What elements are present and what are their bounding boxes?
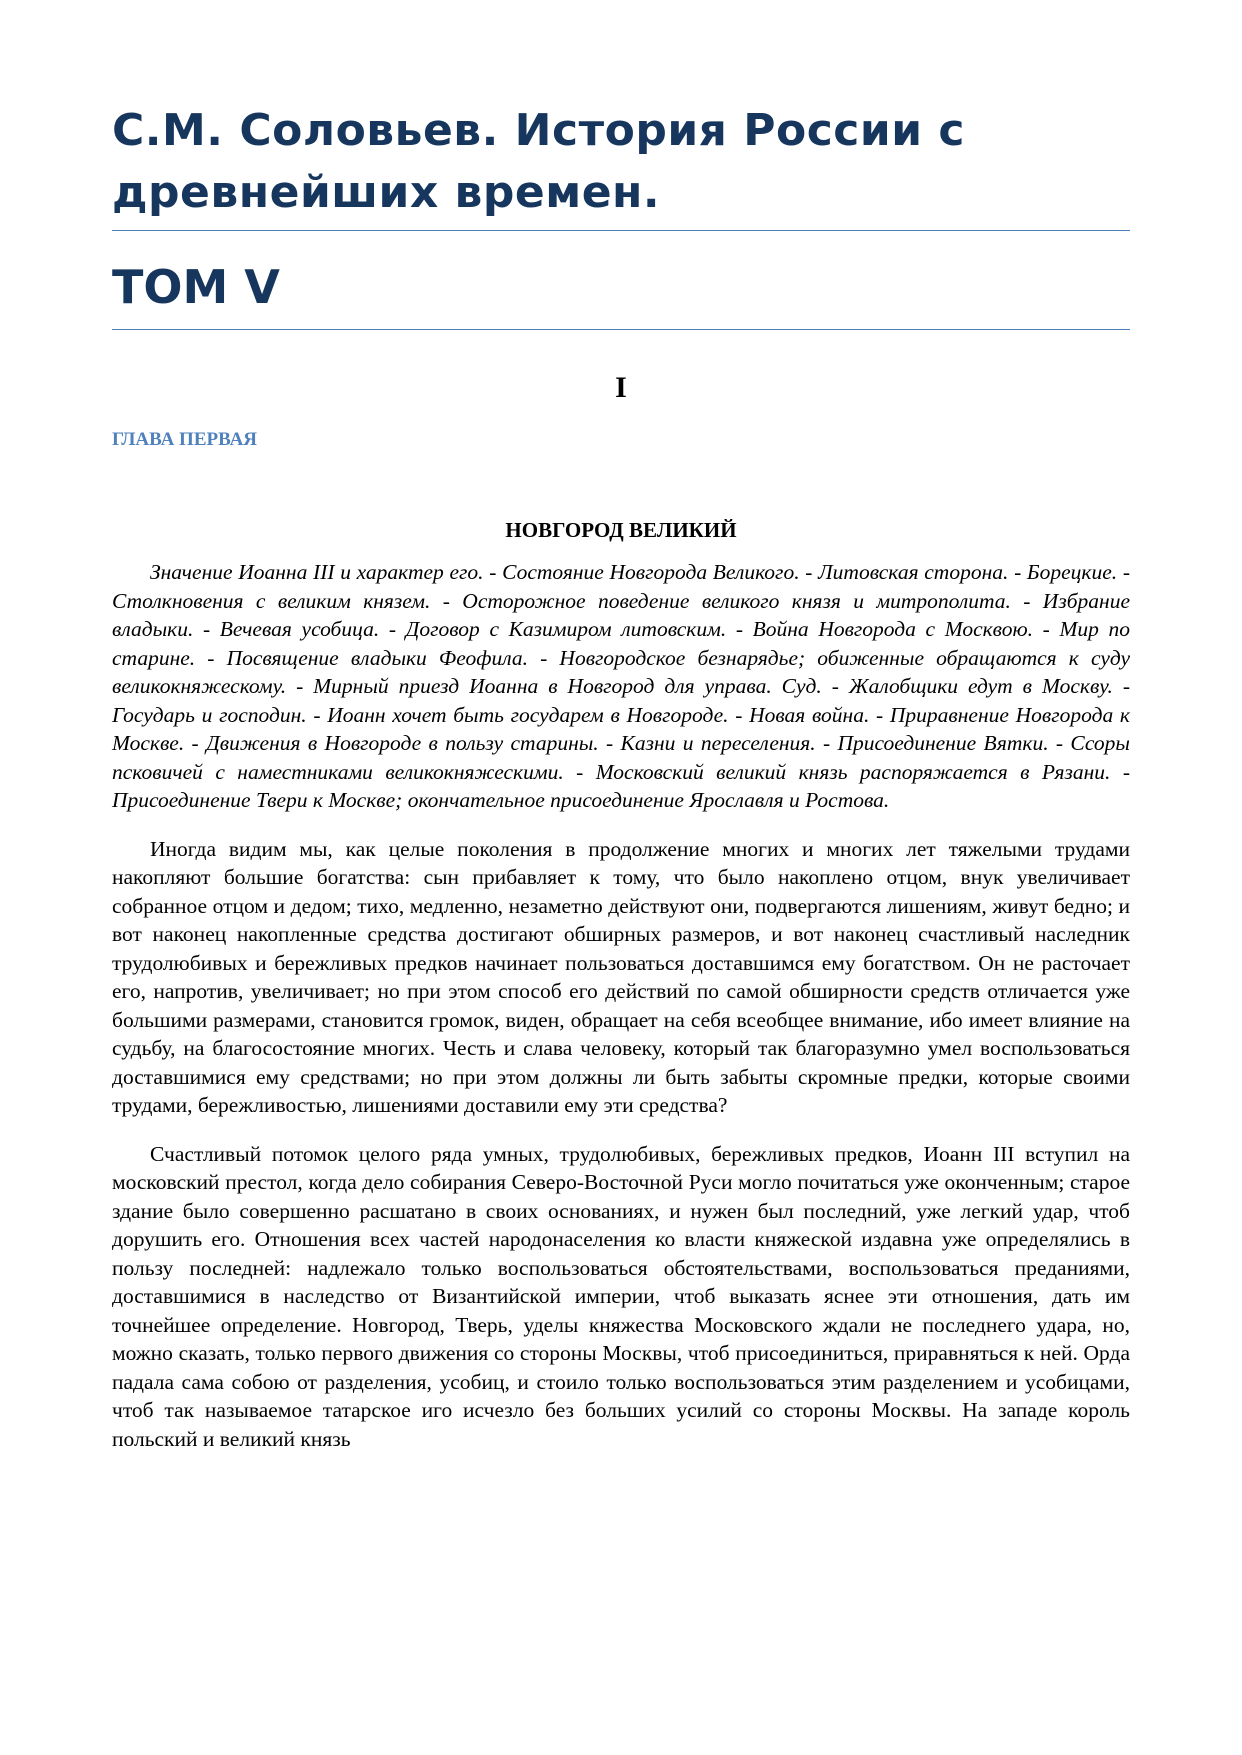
chapter-summary: Значение Иоанна III и характер его. - Состояние Новгорода Великого. - Литовская сторона. - Борецкие. - Столкновения с великим князем. - Осторожное поведение великого князя и митрополита. - Избрание владыки. - Вечевая усобица. - Договор с Казимиром литовским. - Война Новгорода с Москвою. - Мир по старине. - Посвящение владыки Феофила. - Новгородское безнарядье; обиженные обращаются к суду великокняжескому. - Мирный приезд Иоанна в Новгород для управа. Суд. - Жалобщики едут в Москву. - Государь и господин. - Иоанн хочет быть государем в Новгороде. - Новая война. - Приравнение Новгорода к Москве. - Движения в Новгороде в пользу старины. - Казни и переселения. - Присоединение Вятки. - Ссоры псковичей с наместниками великокняжескими. - Московский великий князь распоряжается в Рязани. - Присоединение Твери к Москве; окончательное присоединение Ярославля и Ростова. [112, 560, 1130, 812]
volume-title: ТОМ V [112, 260, 280, 314]
document-page [112, 100, 1130, 1453]
section-title: НОВГОРОД ВЕЛИКИЙ [505, 518, 737, 542]
chapter-heading: ГЛАВА ПЕРВАЯ [112, 429, 258, 450]
document-title: С.М. Соловьев. История России с древнейших времен. [112, 105, 965, 218]
body-paragraph: Иногда видим мы, как целые поколения в продолжение многих и многих лет тяжелыми трудами накопляют большие богатства: сын прибавляет к тому, что было накоплено отцом, внук увеличивает собранное отцом и дедом; тихо, медленно, незаметно действуют они, подвергаются лишениям, живут бедно; и вот наконец накопленные средства достигают обширных размеров, и вот наконец счастливый наследник трудолюбивых и бережливых предков начинает пользоваться доставшимся ему богатством. Он не расточает его, напротив, увеличивает; но при этом способ его действий по самой обширности средств отличается уже большими размерами, становится громок, виден, обращает на себя всеобщее внимание, ибо имеет влияние на судьбу, на благосостояние многих. Честь и слава человеку, который так благоразумно умел воспользоваться доставшимися ему средствами; но при этом должны ли быть забыты скромные предки, которые своими трудами, бережливостью, лишениями доставили ему эти средства? [112, 836, 1130, 1117]
title-divider [112, 230, 1130, 231]
part-numeral: I [615, 371, 627, 404]
body-paragraph: Счастливый потомок целого ряда умных, трудолюбивых, бережливых предков, Иоанн III вступил на московский престол, когда дело собирания Северо-Восточной Руси могло почитаться уже оконченным; старое здание было совершенно расшатано в своих основаниях, и нужен был последний, уже легкий удар, чтоб дорушить его. Отношения всех частей народонаселения ко власти княжеской издавна уже определялись в пользу последней: надлежало только воспользоваться обстоятельствами, воспользоваться преданиями, доставшимися в наследство от Византийской империи, чтоб выказать яснее эти отношения, дать им точнейшее определение. Новгород, Тверь, уделы княжества Московского ждали не последнего удара, но, можно сказать, только первого движения со стороны Москвы, чтоб присоединиться, приравняться к ней. Орда падала сама собою от разделения, усобиц, и стоило только воспользоваться этим разделением и усобицами, чтоб так называемое татарское иго исчезло без больших усилий со стороны Москвы. На западе король польский и великий князь [112, 1141, 1130, 1451]
volume-divider [112, 329, 1130, 330]
